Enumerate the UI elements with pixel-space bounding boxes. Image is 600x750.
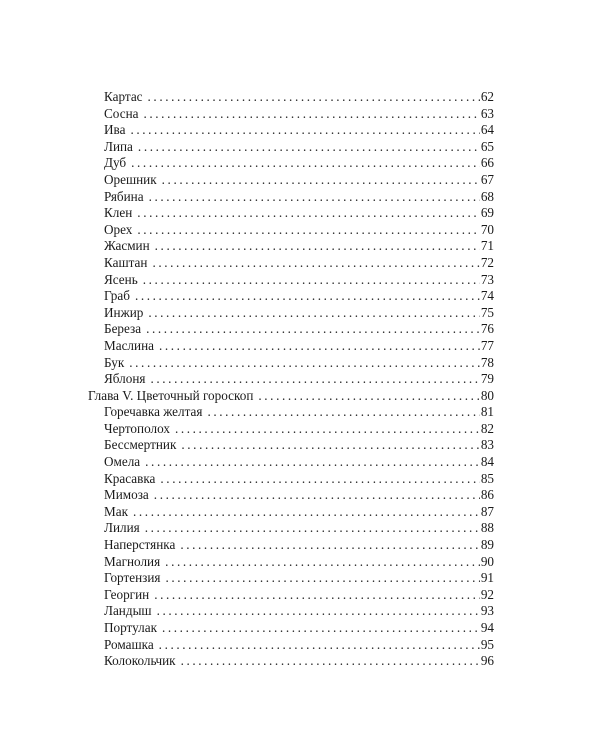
toc-entry-page-number: 72 bbox=[480, 254, 494, 270]
toc-entry-title: Ландыш bbox=[104, 603, 152, 619]
dot-leader bbox=[207, 404, 479, 421]
toc-entry bbox=[88, 454, 494, 471]
toc-entry-title: Мак bbox=[104, 503, 128, 519]
toc-entry-title: Липа bbox=[104, 138, 133, 154]
toc-entry bbox=[88, 537, 494, 554]
toc-entry-title: Каштан bbox=[104, 254, 148, 270]
toc-entry bbox=[88, 554, 494, 571]
toc-entry-page-number: 86 bbox=[480, 487, 494, 503]
toc-entry-page-number: 68 bbox=[480, 188, 494, 204]
toc-entry bbox=[88, 321, 494, 338]
toc-entry bbox=[88, 272, 494, 289]
toc-entry-page-number: 90 bbox=[480, 553, 494, 569]
toc-entry-title: Ромашка bbox=[104, 636, 154, 652]
toc-entry-page-number: 94 bbox=[480, 620, 494, 635]
toc-entry-title: Орешник bbox=[104, 171, 157, 187]
toc-entry-page-number: 71 bbox=[480, 238, 494, 254]
toc-entry-page-number: 87 bbox=[480, 503, 494, 519]
toc-entry-title: Наперстянка bbox=[104, 537, 176, 553]
dot-leader bbox=[152, 255, 479, 272]
dot-leader bbox=[148, 305, 479, 322]
dot-leader bbox=[157, 603, 480, 620]
toc-entry bbox=[88, 155, 494, 172]
dot-leader bbox=[181, 437, 479, 454]
toc-chapter-heading bbox=[88, 388, 494, 405]
dot-leader bbox=[160, 471, 479, 488]
toc-entry bbox=[88, 122, 494, 139]
dot-leader bbox=[165, 554, 480, 571]
toc-entry bbox=[88, 238, 494, 255]
toc-entry bbox=[88, 172, 494, 189]
toc-entry-title: Ясень bbox=[104, 271, 138, 287]
toc-entry bbox=[88, 288, 494, 305]
dot-leader bbox=[143, 106, 479, 123]
dot-leader bbox=[155, 238, 480, 255]
toc-entry bbox=[88, 338, 494, 355]
dot-leader bbox=[137, 205, 480, 222]
toc-entry-page-number: 73 bbox=[480, 271, 494, 287]
toc-entry bbox=[88, 421, 494, 438]
toc-entry-title: Глава V. Цветочный гороскоп bbox=[88, 387, 254, 403]
toc-entry-page-number: 76 bbox=[480, 321, 494, 337]
dot-leader bbox=[138, 139, 480, 156]
dot-leader bbox=[150, 371, 479, 388]
toc-entry-title: Красавка bbox=[104, 470, 156, 486]
toc-entry-title: Жасмин bbox=[104, 238, 150, 254]
toc-entry-title: Дуб bbox=[104, 155, 127, 171]
table-of-contents bbox=[88, 89, 494, 670]
toc-entry-title: Гортензия bbox=[104, 570, 161, 586]
toc-entry-page-number: 92 bbox=[480, 586, 494, 602]
toc-entry bbox=[88, 255, 494, 272]
dot-leader bbox=[154, 587, 480, 604]
toc-entry-title: Инжир bbox=[104, 304, 144, 320]
toc-entry-page-number: 67 bbox=[480, 171, 494, 187]
dot-leader bbox=[159, 637, 480, 654]
toc-entry bbox=[88, 653, 494, 670]
toc-entry-title: Магнолия bbox=[104, 553, 161, 569]
toc-entry-page-number: 88 bbox=[480, 520, 494, 536]
toc-entry-title: Сосна bbox=[104, 105, 139, 121]
toc-entry bbox=[88, 371, 494, 388]
toc-entry-title: Береза bbox=[104, 321, 142, 337]
toc-entry-page-number: 69 bbox=[480, 205, 494, 221]
dot-leader bbox=[149, 189, 480, 206]
toc-entry bbox=[88, 570, 494, 587]
toc-entry-page-number: 95 bbox=[480, 636, 494, 652]
dot-leader bbox=[135, 288, 480, 305]
toc-entry bbox=[88, 222, 494, 239]
toc-entry-page-number: 89 bbox=[480, 537, 494, 553]
toc-entry-title: Портулак bbox=[104, 620, 157, 635]
dot-leader bbox=[133, 504, 480, 521]
toc-entry-page-number: 83 bbox=[480, 437, 494, 453]
toc-entry bbox=[88, 637, 494, 654]
toc-entry-title: Чертополох bbox=[104, 420, 170, 436]
dot-leader bbox=[130, 122, 479, 139]
toc-entry-page-number: 96 bbox=[480, 653, 494, 669]
toc-entry bbox=[88, 504, 494, 521]
dot-leader bbox=[145, 454, 480, 471]
toc-entry-page-number: 62 bbox=[480, 89, 494, 104]
toc-entry bbox=[88, 471, 494, 488]
toc-entry-title: Картас bbox=[104, 89, 143, 104]
toc-entry-title: Яблоня bbox=[104, 371, 146, 387]
dot-leader bbox=[131, 155, 480, 172]
toc-entry bbox=[88, 305, 494, 322]
toc-entry-page-number: 79 bbox=[480, 371, 494, 387]
toc-entry bbox=[88, 355, 494, 372]
toc-entry bbox=[88, 587, 494, 604]
toc-entry bbox=[88, 603, 494, 620]
toc-entry-title: Омела bbox=[104, 454, 141, 470]
dot-leader bbox=[175, 421, 480, 438]
toc-entry bbox=[88, 205, 494, 222]
toc-entry-page-number: 63 bbox=[480, 105, 494, 121]
toc-entry-title: Граб bbox=[104, 288, 130, 304]
toc-entry bbox=[88, 106, 494, 123]
dot-leader bbox=[165, 570, 479, 587]
toc-entry bbox=[88, 620, 494, 637]
dot-leader bbox=[159, 338, 480, 355]
toc-entry-page-number: 75 bbox=[480, 304, 494, 320]
toc-entry-page-number: 66 bbox=[480, 155, 494, 171]
toc-entry bbox=[88, 487, 494, 504]
toc-entry bbox=[88, 89, 494, 106]
dot-leader bbox=[148, 89, 480, 106]
dot-leader bbox=[258, 388, 479, 405]
toc-entry-title: Колокольчик bbox=[104, 653, 176, 669]
toc-entry-page-number: 78 bbox=[480, 354, 494, 370]
toc-entry-title: Ива bbox=[104, 122, 126, 138]
dot-leader bbox=[146, 321, 480, 338]
toc-entry-page-number: 74 bbox=[480, 288, 494, 304]
toc-entry-title: Горечавка желтая bbox=[104, 404, 203, 420]
toc-entry-title: Клен bbox=[104, 205, 133, 221]
toc-entry bbox=[88, 189, 494, 206]
toc-entry-title: Орех bbox=[104, 221, 133, 237]
dot-leader bbox=[145, 520, 480, 537]
toc-entry bbox=[88, 139, 494, 156]
dot-leader bbox=[137, 222, 479, 239]
toc-entry-title: Лилия bbox=[104, 520, 140, 536]
toc-entry-title: Мимоза bbox=[104, 487, 149, 503]
toc-entry-page-number: 64 bbox=[480, 122, 494, 138]
toc-entry-page-number: 77 bbox=[480, 337, 494, 353]
toc-entry-title: Рябина bbox=[104, 188, 144, 204]
toc-entry-page-number: 65 bbox=[480, 138, 494, 154]
toc-entry bbox=[88, 404, 494, 421]
toc-entry-title: Георгин bbox=[104, 586, 150, 602]
dot-leader bbox=[129, 355, 480, 372]
toc-entry bbox=[88, 437, 494, 454]
toc-entry-title: Маслина bbox=[104, 337, 154, 353]
toc-entry-page-number: 81 bbox=[480, 404, 494, 420]
toc-entry-page-number: 82 bbox=[480, 420, 494, 436]
toc-entry-page-number: 91 bbox=[480, 570, 494, 586]
dot-leader bbox=[154, 487, 480, 504]
toc-entry-page-number: 84 bbox=[480, 454, 494, 470]
toc-entry-page-number: 80 bbox=[480, 387, 494, 403]
toc-entry-title: Бессмертник bbox=[104, 437, 177, 453]
dot-leader bbox=[162, 172, 480, 189]
dot-leader bbox=[162, 620, 480, 637]
toc-entry-page-number: 93 bbox=[480, 603, 494, 619]
dot-leader bbox=[143, 272, 480, 289]
dot-leader bbox=[181, 653, 480, 670]
toc-entry-title: Бук bbox=[104, 354, 125, 370]
dot-leader bbox=[180, 537, 479, 554]
toc-entry-page-number: 85 bbox=[480, 470, 494, 486]
toc-entry-page-number: 70 bbox=[480, 221, 494, 237]
toc-entry bbox=[88, 520, 494, 537]
